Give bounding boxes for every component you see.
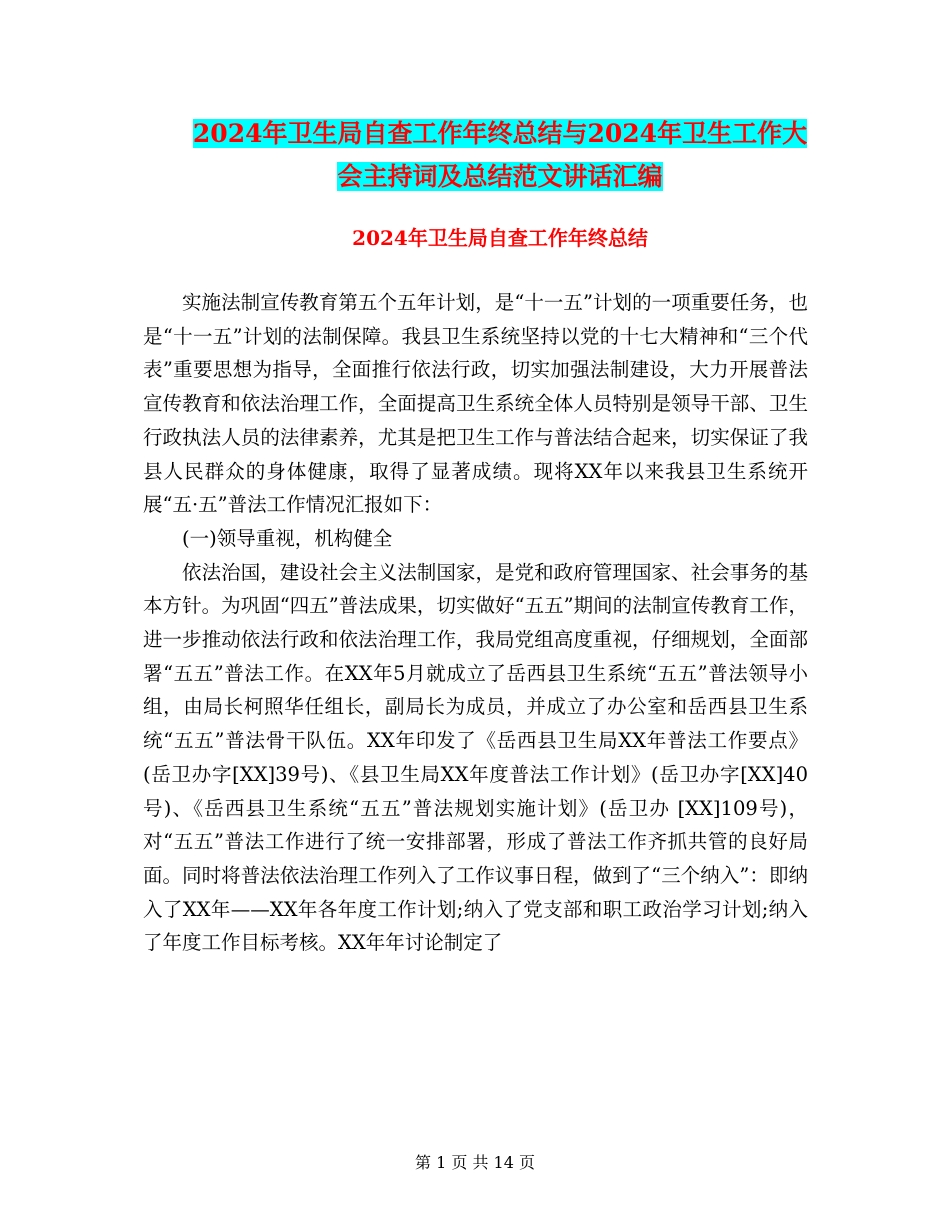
section-title: 2024年卫生局自查工作年终总结: [352, 226, 648, 250]
title-line-2: 会主持词及总结范文讲话汇编: [337, 162, 663, 191]
page-footer: 第 1 页 共 14 页: [415, 1153, 535, 1172]
paragraph-subheading: (一)领导重视，机构健全: [182, 526, 393, 550]
paragraph-leadership: 依法治国，建设社会主义法制国家，是党和政府管理国家、社会事务的基本方针。为巩固“四五”普法成果，切实做好“五五”期间的法制宣传教育工作，进一步推动依法行政和依法治理工作，我局党组高度重视，仔细规划，全面部署“五五”普法工作。在XX年5月就成立了岳西县卫生系统“五五”普法领导小组，由局长柯照华任组长，副局长为成员，并成立了办公室和岳西县卫生系统“五五”普法骨干队伍。XX年印发了《岳西县卫生局XX年普法工作要点》(岳卫办字[XX]39号)、《县卫生局XX年度普法工作计划》(岳卫办字[XX]40号)、《岳西县卫生系统“五五”普法规划实施计划》(岳卫办 [XX]109号)，对“五五”普法工作进行了统一安排部署，形成了普法工作齐抓共管的良好局面。同时将普法依法治理工作列入了工作议事日程，做到了“三个纳入”：即纳入了XX年——XX年各年度工作计划;纳入了党支部和职工政治学习计划;纳入了年度工作目标考核。XX年年讨论制定了: [143, 560, 808, 955]
title-line-1: 2024年卫生局自查工作年终总结与2024年卫生工作大: [192, 119, 808, 148]
paragraph-intro: 实施法制宣传教育第五个五年计划，是“十一五”计划的一项重要任务，也是“十一五”计划的法制保障。我县卫生系统坚持以党的十七大精神和“三个代表”重要思想为指导，全面推行依法行政，切实加强法制建设，大力开展普法宣传教育和依法治理工作，全面提高卫生系统全体人员特别是领导干部、卫生行政执法人员的法律素养，尤其是把卫生工作与普法结合起来，切实保证了我县人民群众的身体健康，取得了显著成绩。现将XX年以来我县卫生系统开展“五·五”普法工作情况汇报如下：: [143, 291, 808, 517]
document-body: [143, 286, 808, 960]
document-title: [140, 112, 860, 198]
